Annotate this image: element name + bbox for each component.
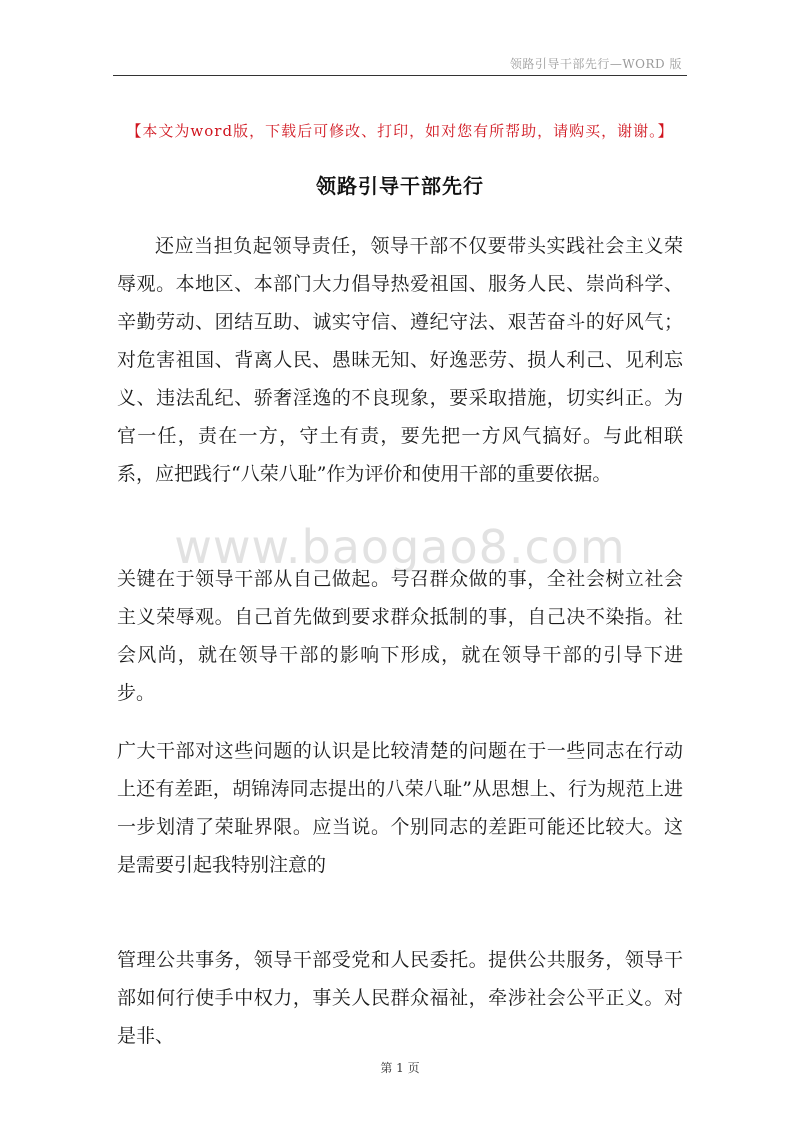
running-header: 领路引导干部先行—WORD 版: [509, 57, 682, 71]
paragraph-2: 关键在于领导干部从自己做起。号召群众做的事，全社会树立社会主义荣辱观。自己首先做到要求群众抵制的事，自己决不染指。社会风尚，就在领导干部的影响下形成，就在领导干部的引导下进步。: [117, 568, 683, 704]
paragraph-3: 广大干部对这些问题的认识是比较清楚的问题在于一些同志在行动上还有差距，胡锦涛同志提出的八荣八耻”从思想上、行为规范上进一步划清了荣耻界限。应当说。个别同志的差距可能还比较大。这是需要引起我特别注意的: [117, 740, 683, 876]
header-divider: [113, 75, 687, 76]
site-watermark: www.baogao8.com: [174, 520, 626, 574]
page-number: 第 1 页: [380, 1061, 420, 1075]
download-notice: 【本文为word版，下载后可修改、打印，如对您有所帮助，请购买，谢谢。】: [126, 122, 674, 140]
document-title: 领路引导干部先行: [316, 174, 484, 198]
paragraph-1: 还应当担负起领导责任，领导干部不仅要带头实践社会主义荣辱观。本地区、本部门大力倡导热爱祖国、服务人民、崇尚科学、辛勤劳动、团结互助、诚实守信、遵纪守法、艰苦奋斗的好风气；对危害祖国、背离人民、愚昧无知、好逸恶劳、损人利己、见利忘义、违法乱纪、骄奢淫逸的不良现象，要采取措施，切实纠正。为官一任，责在一方，守土有责，要先把一方风气搞好。与此相联系，应把践行“八荣八耻”作为评价和使用干部的重要依据。: [117, 235, 683, 485]
paragraph-4: 管理公共事务，领导干部受党和人民委托。提供公共服务，领导干部如何行使手中权力，事关人民群众福祉，牵涉社会公平正义。对是非、: [117, 949, 683, 1047]
